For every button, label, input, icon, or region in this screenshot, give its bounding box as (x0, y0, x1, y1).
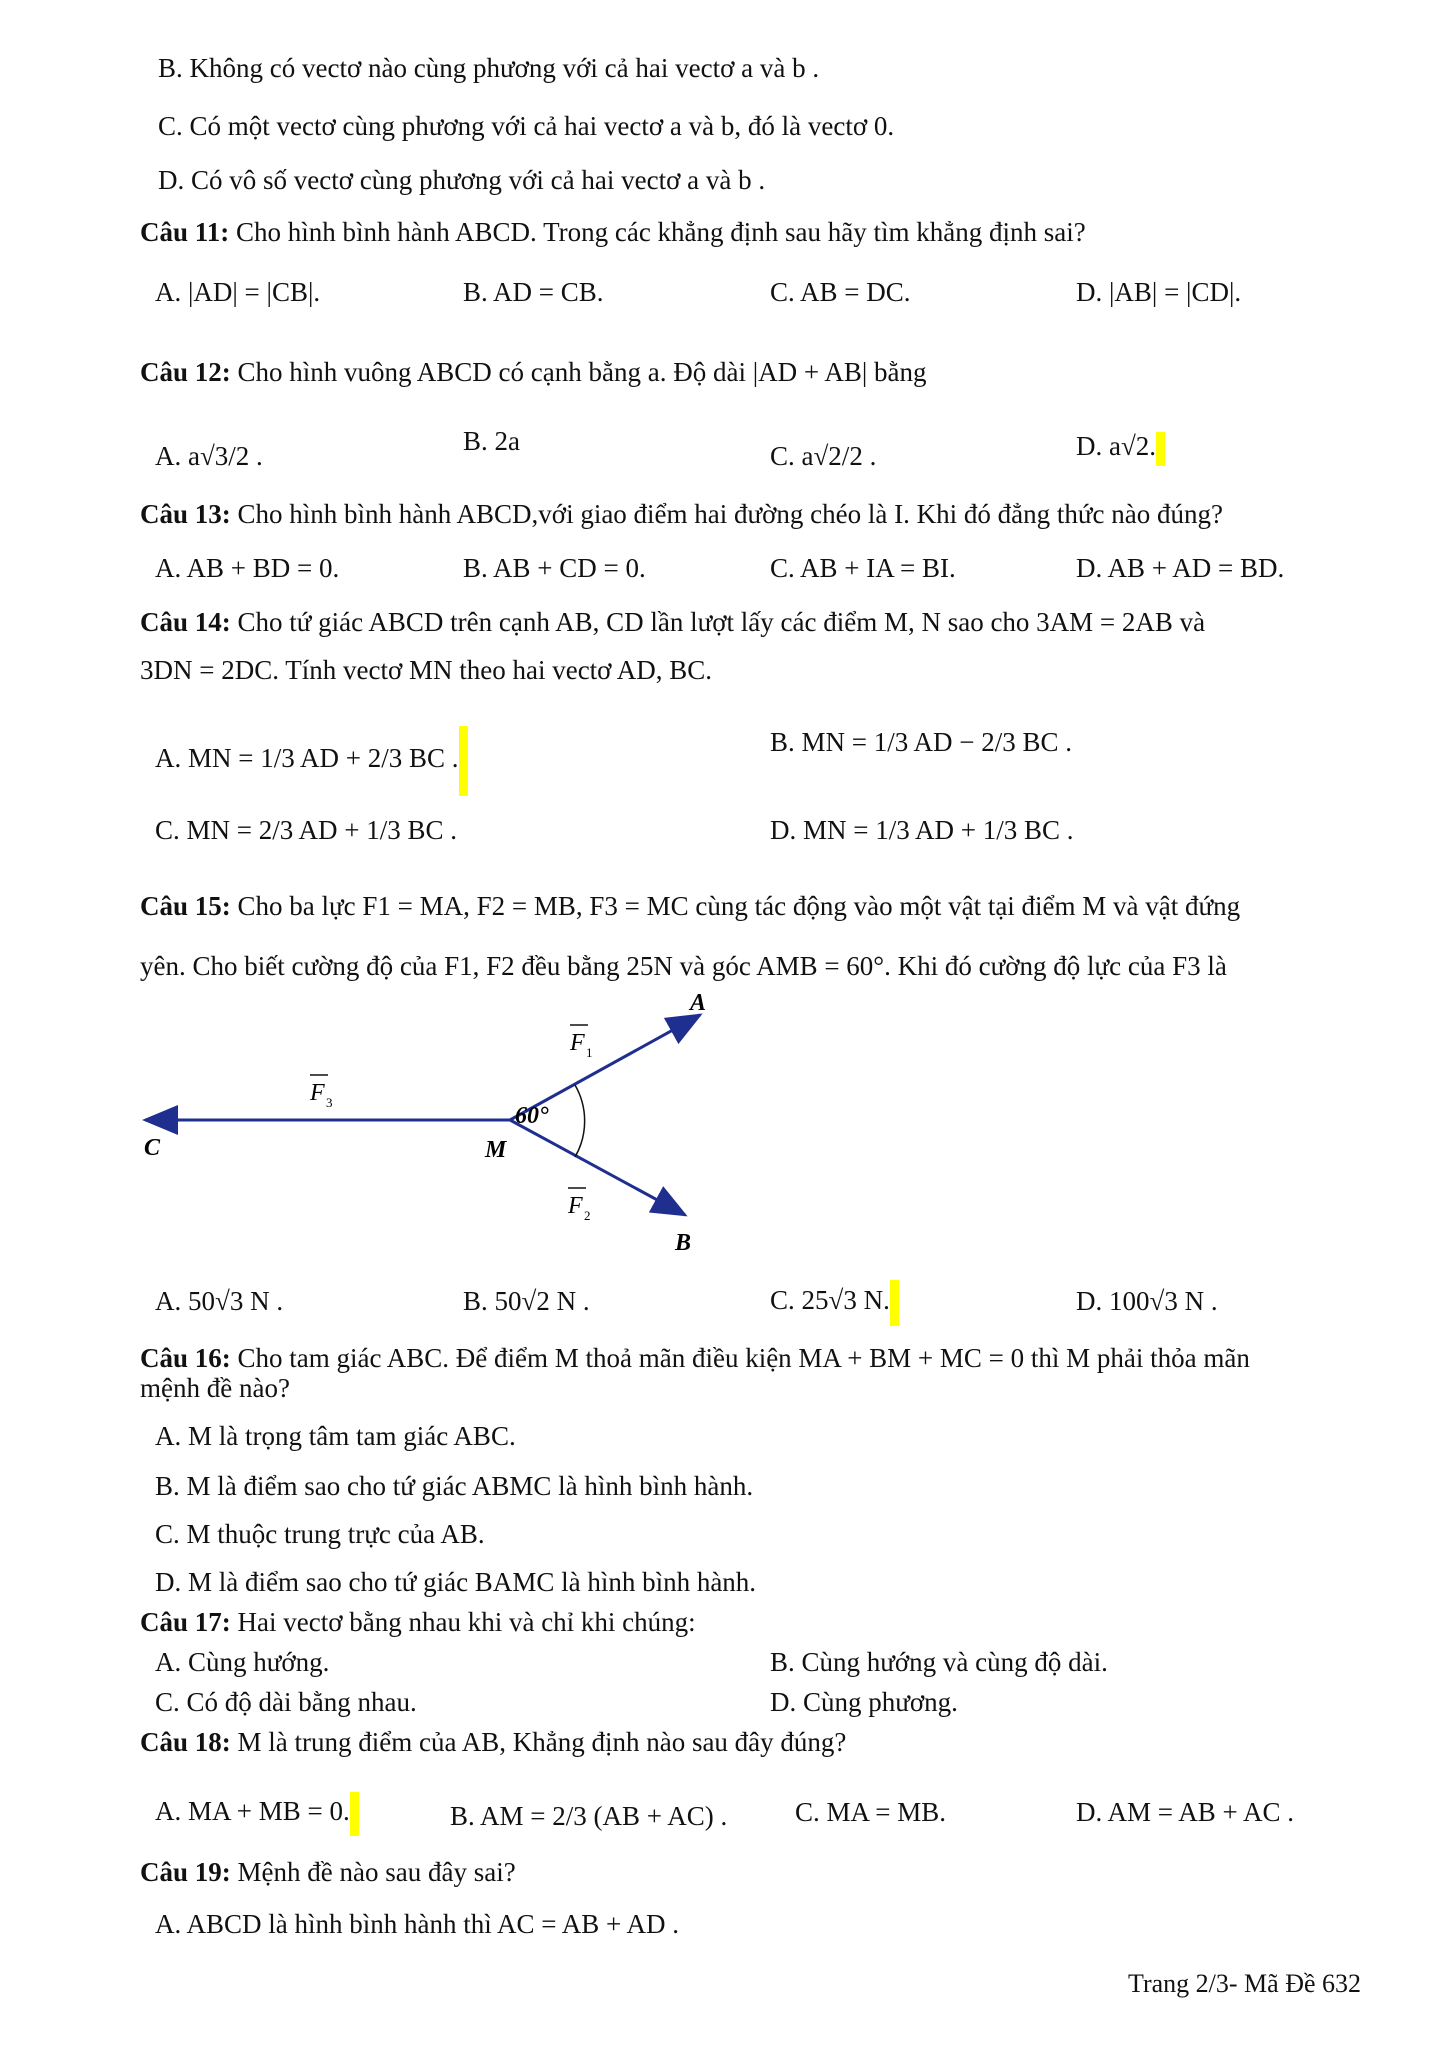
highlight-marker (890, 1280, 899, 1326)
q16-option-d: D. M là điểm sao cho tứ giác BAMC là hình bình hành. (155, 1567, 757, 1597)
question-15-line2: yên. Cho biết cường độ của F1, F2 đều bằng 25N và góc AMB = 60°. Khi đó cường độ lực của F3 là (140, 951, 1227, 981)
question-number: Câu 11: (140, 217, 230, 247)
q11-option-b: B. AD = CB. (463, 277, 604, 307)
angle-arc (575, 1085, 585, 1157)
f1-subscript: 1 (586, 1045, 593, 1060)
question-16-line2: mệnh đề nào? (140, 1373, 290, 1403)
q16-option-a: A. M là trọng tâm tam giác ABC. (155, 1421, 516, 1451)
option-b-line: B. Không có vectơ nào cùng phương với cả hai vectơ a và b . (158, 53, 820, 83)
q12-option-d-text: D. a√2. (1076, 431, 1157, 461)
q15-option-b: B. 50√2 N . (463, 1286, 590, 1316)
question-14-line2: 3DN = 2DC. Tính vectơ MN theo hai vectơ AD, BC. (140, 655, 712, 685)
q19-option-a: A. ABCD là hình bình hành thì AC = AB + AD . (155, 1909, 679, 1939)
q13-option-a: A. AB + BD = 0. (155, 553, 340, 583)
question-number: Câu 13: (140, 499, 231, 529)
q14-option-b: B. MN = 1/3 AD − 2/3 BC . (770, 727, 1072, 757)
question-13: Câu 13: Cho hình bình hành ABCD,với giao điểm hai đường chéo là I. Khi đó đẳng thức nào đúng? (140, 499, 1223, 529)
q14-option-d: D. MN = 1/3 AD + 1/3 BC . (770, 815, 1074, 845)
highlight-marker (350, 1792, 359, 1836)
q12-option-c: C. a√2/2 . (770, 441, 877, 471)
q11-option-d: D. |AB| = |CD|. (1076, 277, 1242, 307)
f3-subscript: 3 (326, 1095, 333, 1110)
q15-option-a: A. 50√3 N . (155, 1286, 284, 1316)
q17-option-a: A. Cùng hướng. (155, 1647, 330, 1677)
point-b-label: B (675, 1230, 692, 1255)
q13-option-b: B. AB + CD = 0. (463, 553, 646, 583)
f3-label: F (310, 1080, 325, 1106)
question-17: Câu 17: Hai vectơ bằng nhau khi và chỉ khi chúng: (140, 1607, 696, 1637)
question-16: Câu 16: Cho tam giác ABC. Để điểm M thoả mãn điều kiện MA + BM + MC = 0 thì M phải thỏa mãn (140, 1343, 1250, 1373)
page-footer: Trang 2/3- Mã Đề 632 (1128, 1969, 1362, 1998)
f2-label: F (568, 1193, 583, 1219)
q18-option-a (155, 1792, 359, 1836)
question-12: Câu 12: Cho hình vuông ABCD có cạnh bằng a. Độ dài |AD + AB| bằng (140, 357, 927, 387)
question-number: Câu 12: (140, 357, 231, 387)
angle-label: 60° (515, 1103, 549, 1129)
point-a-label: A (690, 990, 707, 1016)
q14-option-a (155, 726, 468, 796)
question-14: Câu 14: Cho tứ giác ABCD trên cạnh AB, CD lần lượt lấy các điểm M, N sao cho 3AM = 2AB và (140, 607, 1206, 637)
q14-option-a-text: A. MN = 1/3 AD + 2/3 BC . (155, 743, 459, 774)
f2-subscript: 2 (584, 1208, 591, 1223)
q12-option-d (1076, 430, 1165, 466)
f1-label: F (570, 1030, 585, 1056)
question-11: Câu 11: Cho hình bình hành ABCD. Trong các khẳng định sau hãy tìm khẳng định sai? (140, 217, 1086, 247)
q18-option-b: B. AM = 2/3 (AB + AC) . (450, 1801, 728, 1831)
highlight-marker (459, 726, 468, 796)
vector-f2-arrow (510, 1120, 685, 1215)
q17-option-b: B. Cùng hướng và cùng độ dài. (770, 1647, 1108, 1677)
question-18: Câu 18: M là trung điểm của AB, Khẳng định nào sau đây đúng? (140, 1727, 847, 1757)
highlight-marker (1156, 432, 1165, 466)
question-15: Câu 15: Cho ba lực F1 = MA, F2 = MB, F3 = MC cùng tác động vào một vật tại điểm M và vật đứng (140, 891, 1241, 921)
q18-option-c: C. MA = MB. (795, 1797, 947, 1827)
q14-option-c: C. MN = 2/3 AD + 1/3 BC . (155, 815, 457, 845)
point-m-label: M (485, 1137, 507, 1163)
question-number: Câu 18: (140, 1727, 231, 1757)
q13-option-d: D. AB + AD = BD. (1076, 553, 1285, 583)
q16-option-c: C. M thuộc trung trực của AB. (155, 1519, 485, 1549)
q13-option-c: C. AB + IA = BI. (770, 553, 956, 583)
question-number: Câu 19: (140, 1857, 231, 1887)
q15-option-c (770, 1280, 899, 1326)
q15-option-d: D. 100√3 N . (1076, 1286, 1218, 1316)
q15-option-c-text: C. 25√3 N. (770, 1285, 890, 1316)
force-diagram (140, 985, 740, 1255)
option-d-line: D. Có vô số vectơ cùng phương với cả hai vectơ a và b . (158, 165, 766, 195)
q12-option-b: B. 2a (463, 426, 520, 456)
q17-option-d: D. Cùng phương. (770, 1687, 958, 1717)
q16-option-b: B. M là điểm sao cho tứ giác ABMC là hình bình hành. (155, 1471, 754, 1501)
question-number: Câu 17: (140, 1607, 231, 1637)
question-number: Câu 14: (140, 607, 231, 637)
question-number: Câu 16: (140, 1343, 231, 1373)
q17-option-c: C. Có độ dài bằng nhau. (155, 1687, 417, 1717)
q11-option-c: C. AB = DC. (770, 277, 911, 307)
question-number: Câu 15: (140, 891, 231, 921)
option-c-line: C. Có một vectơ cùng phương với cả hai vectơ a và b, đó là vectơ 0. (158, 111, 895, 141)
point-c-label: C (144, 1135, 161, 1161)
q12-option-a: A. a√3/2 . (155, 441, 263, 471)
q18-option-a-text: A. MA + MB = 0. (155, 1796, 350, 1827)
q11-option-a: A. |AD| = |CB|. (155, 277, 321, 307)
q18-option-d: D. AM = AB + AC . (1076, 1797, 1295, 1827)
question-19: Câu 19: Mệnh đề nào sau đây sai? (140, 1857, 516, 1887)
